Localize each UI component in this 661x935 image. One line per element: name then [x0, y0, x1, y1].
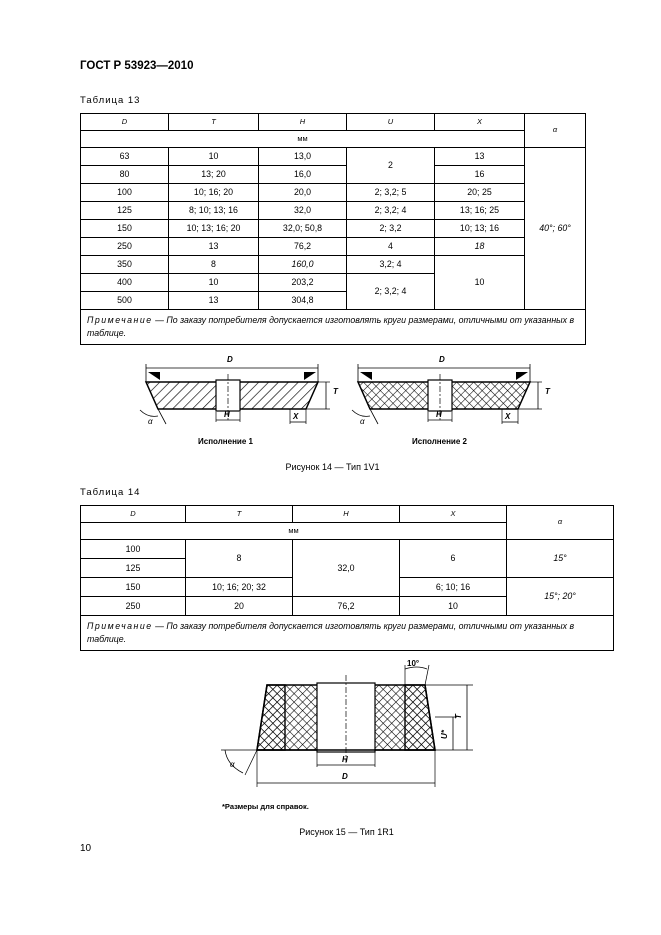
table-row — [81, 184, 586, 202]
cell-alpha: 15°; 20° — [507, 578, 614, 616]
cell-d: 250 — [81, 238, 169, 256]
cell-x: 10 — [435, 256, 525, 310]
fig14-label-alpha1: α — [148, 417, 153, 426]
cell-u: 2 — [347, 148, 435, 184]
cell-h: 203,2 — [259, 274, 347, 292]
figure-15-caption: Рисунок 15 — Тип 1R1 — [299, 827, 394, 837]
fig14-label-t2: T — [545, 387, 550, 396]
cell-u: 2; 3,2; 5 — [347, 184, 435, 202]
fig14-variant-1: Исполнение 1 — [198, 437, 253, 446]
note-label: Примечание — [87, 621, 153, 631]
page-number: 10 — [80, 843, 92, 854]
units-label: мм — [81, 523, 507, 540]
cell-t: 8; 10; 13; 16 — [169, 202, 259, 220]
cell-d: 400 — [81, 274, 169, 292]
col-header-h: H — [259, 114, 347, 131]
cell-t: 13 — [169, 292, 259, 310]
cell-h: 160,0 — [259, 256, 347, 274]
cell-t: 8 — [186, 540, 293, 578]
fig14-label-alpha2: α — [360, 417, 365, 426]
fig15-label-u: U* — [439, 730, 449, 739]
fig14-variant-2: Исполнение 2 — [412, 437, 467, 446]
table-row — [81, 238, 586, 256]
fig15-label-alpha: α — [230, 760, 235, 769]
figure-15-footnote: *Размеры для справок. — [222, 802, 309, 811]
note-text: — По заказу потребителя допускается изготовлять круги размерами, отличными от указанных в таблице. — [87, 315, 575, 338]
cell-d: 250 — [81, 597, 186, 616]
cell-x: 18 — [435, 238, 525, 256]
table-row — [81, 220, 586, 238]
cell-x: 10 — [400, 597, 507, 616]
cell-h: 32,0; 50,8 — [259, 220, 347, 238]
col-header-x: X — [400, 506, 507, 523]
variant-2-drawing — [352, 364, 542, 424]
col-header-h: H — [293, 506, 400, 523]
document-header: ГОСТ Р 53923—2010 — [80, 60, 194, 72]
cell-t: 13; 20 — [169, 166, 259, 184]
col-header-alpha: α — [525, 114, 586, 148]
fig14-label-h1: H — [224, 410, 230, 419]
note-text: — По заказу потребителя допускается изготовлять круги размерами, отличными от указанных в таблице. — [87, 621, 575, 644]
table-row — [81, 166, 586, 184]
cell-d: 500 — [81, 292, 169, 310]
col-header-d: D — [81, 114, 169, 131]
cell-t: 10 — [169, 148, 259, 166]
col-header-d: D — [81, 506, 186, 523]
fig14-label-d1: D — [227, 355, 233, 364]
cell-t: 20 — [186, 597, 293, 616]
table-13-note — [81, 310, 586, 345]
cell-d: 150 — [81, 220, 169, 238]
fig15-label-t: T — [453, 714, 463, 719]
cell-u: 4 — [347, 238, 435, 256]
fig14-label-x1: X — [293, 412, 299, 421]
cell-x: 13; 16; 25 — [435, 202, 525, 220]
note-label: Примечание — [87, 315, 153, 325]
table-14 — [80, 505, 614, 651]
table-13-caption: Таблица 13 — [80, 95, 141, 106]
fig15-label-h: H — [342, 755, 348, 764]
cell-h: 13,0 — [259, 148, 347, 166]
figure-14-drawing — [130, 352, 570, 452]
cell-d: 350 — [81, 256, 169, 274]
cell-alpha: 40°; 60° — [525, 148, 586, 310]
cell-t: 10; 13; 16; 20 — [169, 220, 259, 238]
cell-t: 10 — [169, 274, 259, 292]
cell-d: 150 — [81, 578, 186, 597]
cell-d: 63 — [81, 148, 169, 166]
cell-h: 76,2 — [293, 597, 400, 616]
cell-x: 10; 13; 16 — [435, 220, 525, 238]
table-row — [81, 202, 586, 220]
cell-d: 125 — [81, 559, 186, 578]
table-row — [81, 148, 586, 166]
fig14-label-h2: H — [436, 410, 442, 419]
cell-t: 8 — [169, 256, 259, 274]
cell-t: 10; 16; 20 — [169, 184, 259, 202]
col-header-t: T — [169, 114, 259, 131]
cell-d: 80 — [81, 166, 169, 184]
col-header-alpha: α — [507, 506, 614, 540]
fig15-label-d: D — [342, 772, 348, 781]
cell-h: 20,0 — [259, 184, 347, 202]
cell-h: 304,8 — [259, 292, 347, 310]
cell-d: 100 — [81, 540, 186, 559]
cell-alpha: 15° — [507, 540, 614, 578]
fig14-label-t1: T — [333, 387, 338, 396]
cell-x: 16 — [435, 166, 525, 184]
col-header-x: X — [435, 114, 525, 131]
table-row — [81, 256, 586, 274]
figure-14-caption: Рисунок 14 — Тип 1V1 — [285, 462, 380, 472]
fig14-label-d2: D — [439, 355, 445, 364]
cell-u: 2; 3,2 — [347, 220, 435, 238]
cell-d: 125 — [81, 202, 169, 220]
cell-h: 16,0 — [259, 166, 347, 184]
cell-u: 2; 3,2; 4 — [347, 202, 435, 220]
col-header-u: U — [347, 114, 435, 131]
cell-u: 2; 3,2; 4 — [347, 274, 435, 310]
cell-t: 13 — [169, 238, 259, 256]
cell-t: 10; 16; 20; 32 — [186, 578, 293, 597]
cell-x: 20; 25 — [435, 184, 525, 202]
table-row — [81, 540, 614, 559]
cell-x: 13 — [435, 148, 525, 166]
cell-x: 6 — [400, 540, 507, 578]
cell-d: 100 — [81, 184, 169, 202]
cell-h: 32,0 — [259, 202, 347, 220]
table-14-caption: Таблица 14 — [80, 487, 141, 498]
col-header-t: T — [186, 506, 293, 523]
cell-u: 3,2; 4 — [347, 256, 435, 274]
units-label: мм — [81, 131, 525, 148]
cell-x: 6; 10; 16 — [400, 578, 507, 597]
variant-1-drawing — [140, 364, 330, 424]
cell-h: 76,2 — [259, 238, 347, 256]
cell-h: 32,0 — [293, 540, 400, 597]
fig14-label-x2: X — [505, 412, 511, 421]
table-13 — [80, 113, 586, 345]
fig15-label-angle: 10° — [407, 659, 420, 668]
table-14-note — [81, 616, 614, 651]
